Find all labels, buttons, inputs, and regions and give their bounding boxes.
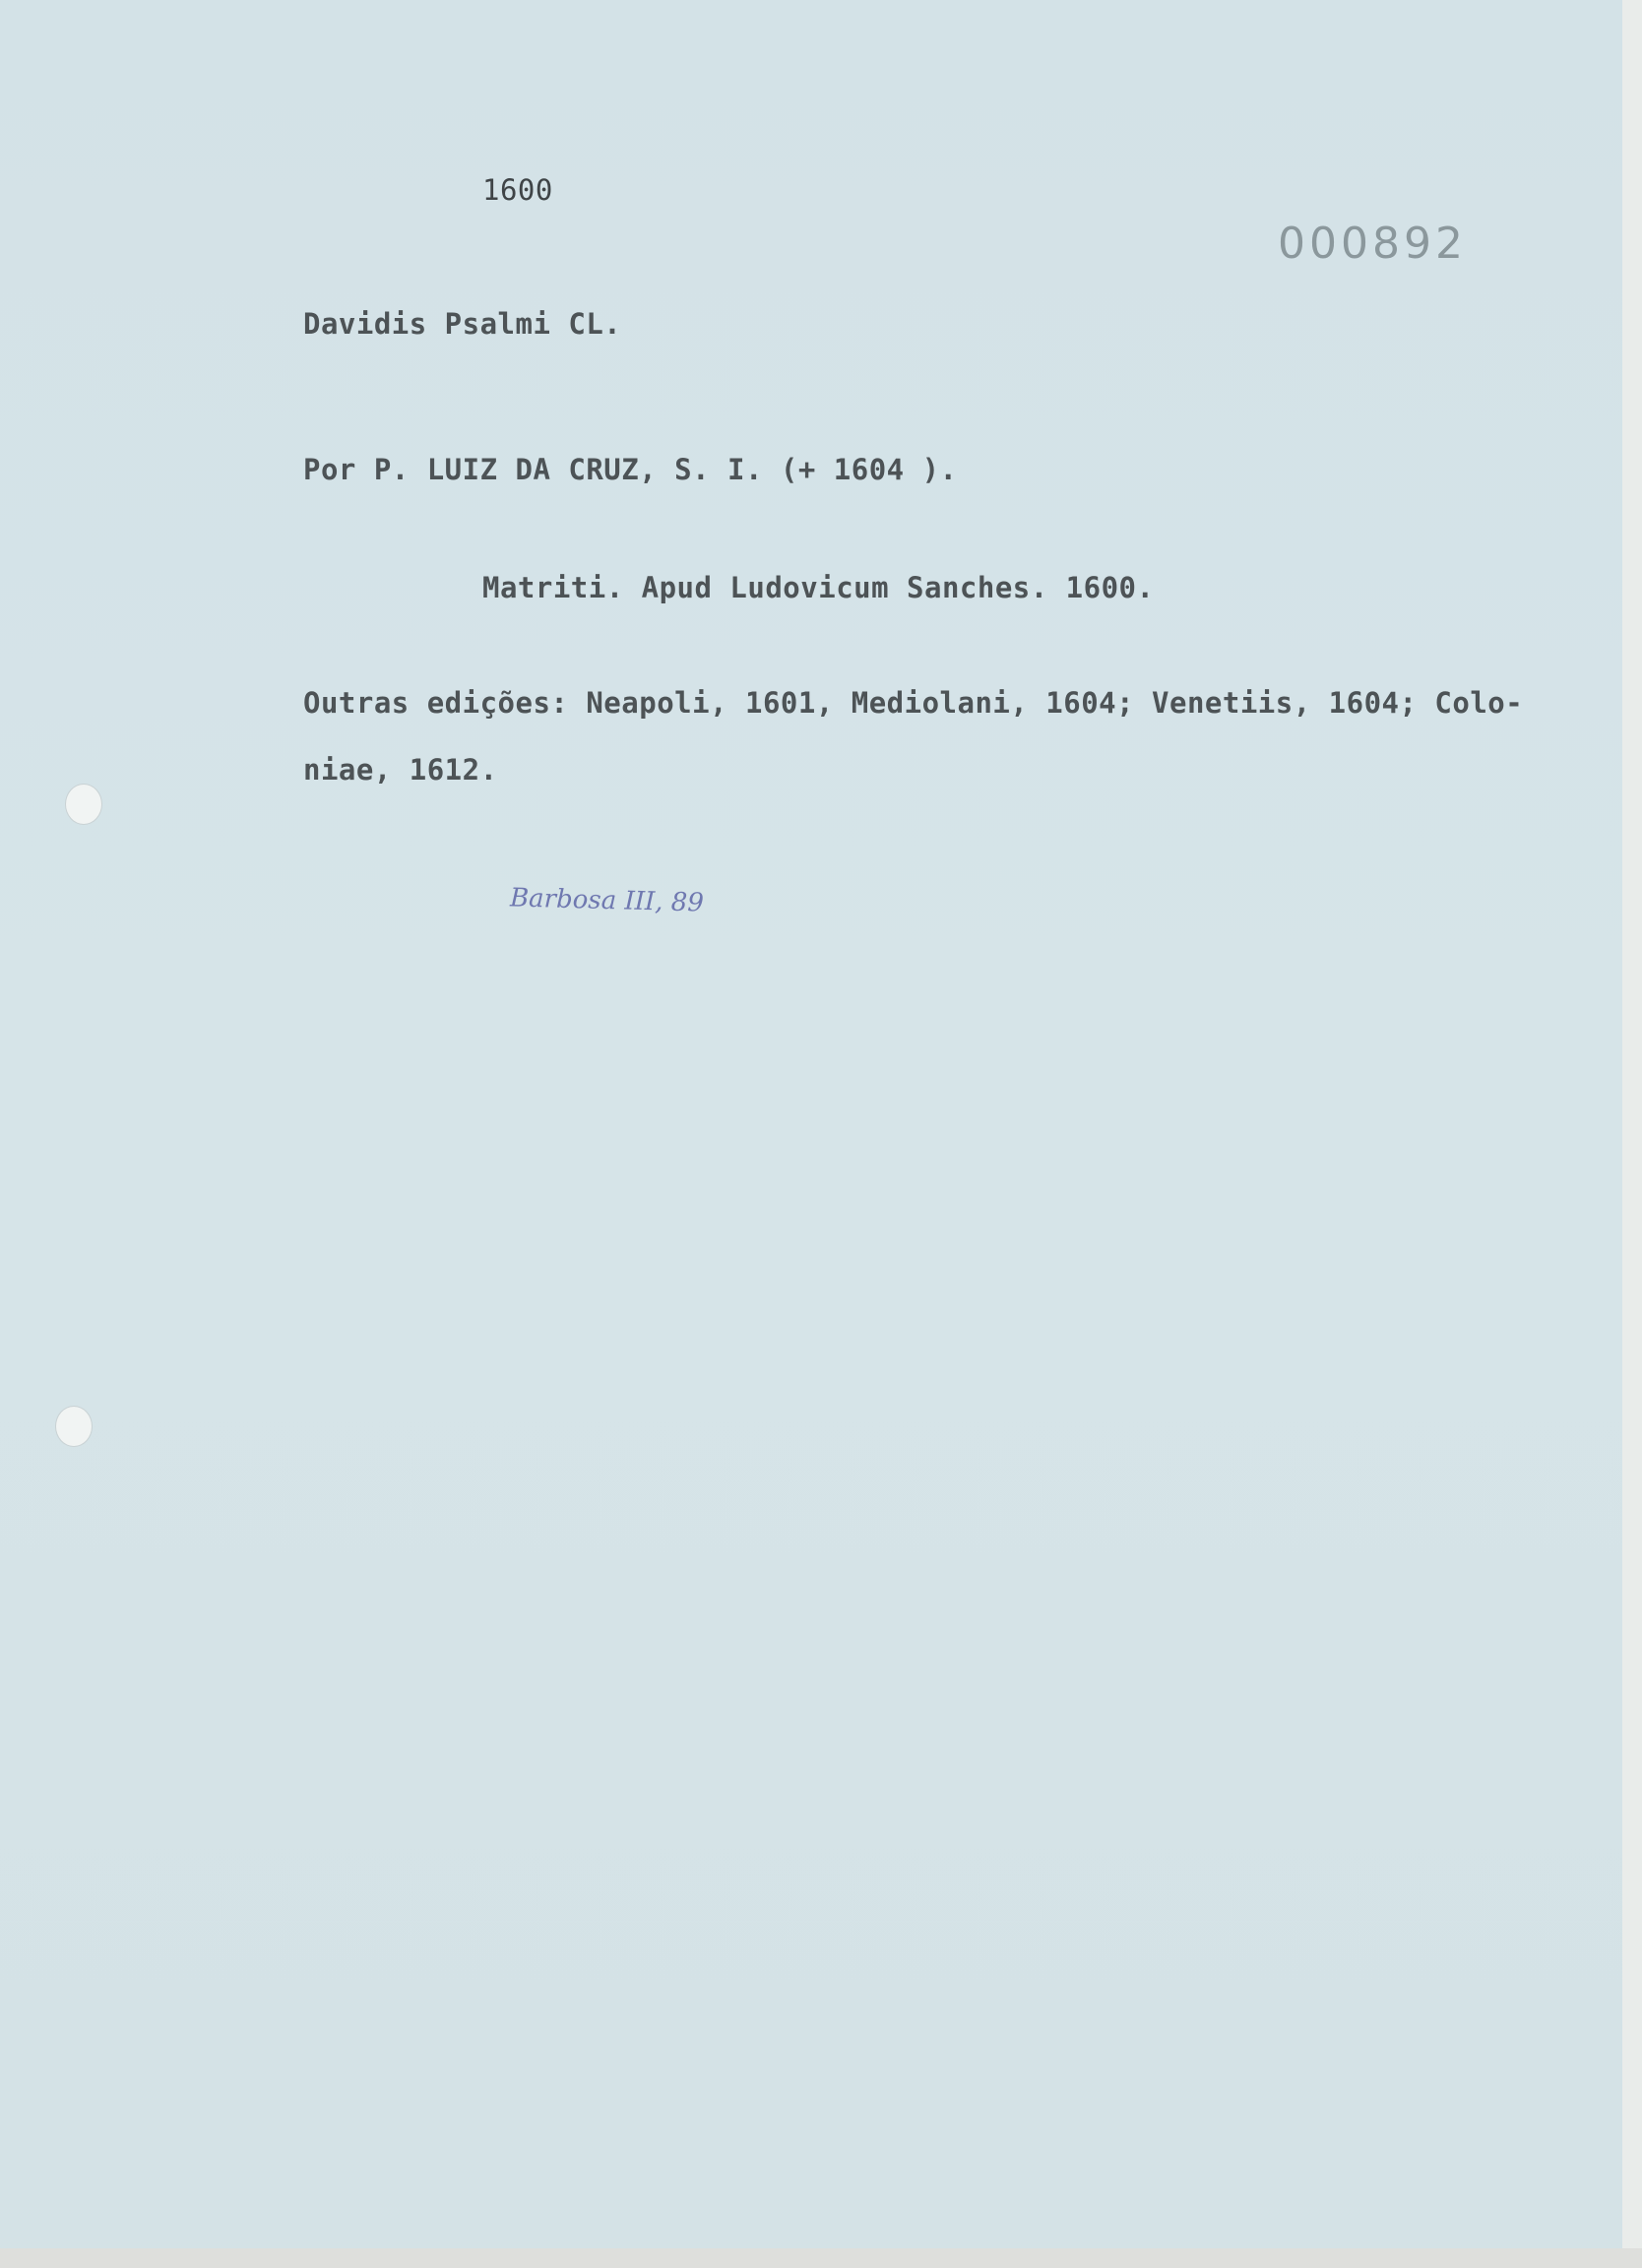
editions-line-2: niae, 1612. [303,753,498,787]
author-line: Por P. LUIZ DA CRUZ, S. I. (+ 1604 ). [303,453,958,486]
scan-edge-bottom [0,2248,1642,2268]
handwritten-reference: Barbosa III, 89 [509,883,705,918]
year-heading: 1600 [482,173,553,207]
book-title: Davidis Psalmi CL. [303,307,622,341]
accession-number-stamp: 000892 [1278,219,1467,269]
imprint-line: Matriti. Apud Ludovicum Sanches. 1600. [482,571,1155,604]
scan-edge-right [1622,0,1642,2268]
punch-hole-bottom [55,1406,93,1447]
punch-hole-top [65,784,102,825]
editions-line-1: Outras edições: Neapoli, 1601, Mediolani, 1604; Venetiis, 1604; Colo- [303,686,1524,720]
